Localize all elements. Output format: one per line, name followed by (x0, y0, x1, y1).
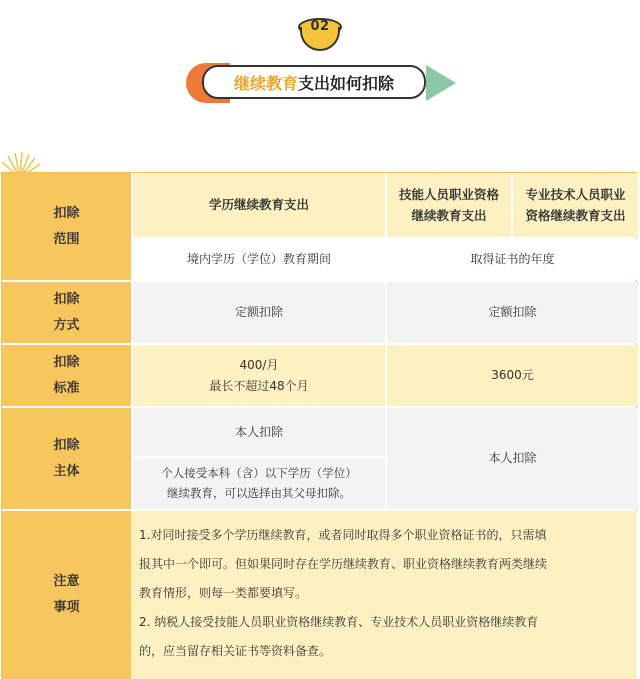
notes-line: 教育情形，则每一类都要填写。 (139, 586, 308, 600)
title-rest: 支出如何扣除 (298, 73, 395, 93)
label-subject-line1: 扣除 (53, 437, 80, 453)
header-professional-line1: 专业技术人员职业 (525, 186, 626, 202)
label-subject (2, 408, 131, 509)
label-standard (2, 345, 131, 406)
standard-academic (133, 345, 385, 406)
label-scope-line2: 范围 (53, 231, 80, 247)
scope-period-certificate: 取得证书的年度 (387, 239, 638, 280)
method-certificate: 定额扣除 (387, 282, 638, 343)
header-skilled-personnel (387, 173, 511, 237)
header-professional-technical (513, 173, 638, 237)
header-skilled-line1: 技能人员职业资格 (398, 186, 499, 202)
section-number-badge (298, 18, 342, 54)
standard-academic-limit: 最长不超过48个月 (209, 378, 309, 393)
notes-content (131, 511, 637, 679)
label-notes-line2: 事项 (53, 600, 80, 615)
notes-line: 的，应当留存相关证书等资料备查。 (139, 644, 332, 658)
notes-line: 1.对同时接受多个学历继续教育，或者同时取得多个职业资格证书的，只需填 (139, 528, 547, 542)
label-standard-line1: 扣除 (53, 354, 80, 370)
subject-academic-parents (133, 458, 385, 509)
standard-academic-amount: 400/月 (239, 358, 279, 373)
green-arrow-decoration (426, 65, 456, 101)
subject-academic-self: 本人扣除 (133, 408, 385, 456)
section-number: 02 (310, 19, 330, 34)
label-notes (2, 511, 131, 679)
subject-certificate: 本人扣除 (387, 408, 638, 509)
label-subject-line2: 主体 (53, 463, 80, 479)
label-scope (2, 173, 131, 280)
header-academic-education: 学历继续教育支出 (133, 173, 385, 237)
title-banner (186, 61, 456, 105)
notes-line: 2. 纳税人接受技能人员职业资格继续教育、专业技术人员职业资格继续教育 (139, 615, 539, 629)
header-professional-line2: 资格继续教育支出 (525, 208, 626, 223)
scope-period-academic: 境内学历（学位）教育期间 (133, 239, 385, 280)
label-method-line2: 方式 (53, 317, 80, 333)
header-skilled-line2: 继续教育支出 (411, 208, 487, 223)
standard-certificate: 3600元 (387, 345, 638, 406)
label-standard-line2: 标准 (53, 380, 80, 396)
notes-line: 报其中一个即可。但如果同时存在学历继续教育、职业资格继续教育两类继续 (139, 557, 548, 571)
label-method-line1: 扣除 (53, 291, 80, 307)
method-academic: 定额扣除 (133, 282, 385, 343)
deduction-table (1, 172, 637, 678)
label-notes-line1: 注意 (53, 574, 80, 589)
title-highlight: 继续教育 (233, 73, 298, 93)
subject-parents-line1: 个人接受本科（含）以下学历（学位） (161, 465, 357, 480)
subject-parents-line2: 继续教育，可以选择由其父母扣除。 (167, 485, 351, 500)
label-method (2, 282, 131, 343)
page-title (202, 65, 426, 99)
label-scope-line1: 扣除 (53, 205, 80, 221)
